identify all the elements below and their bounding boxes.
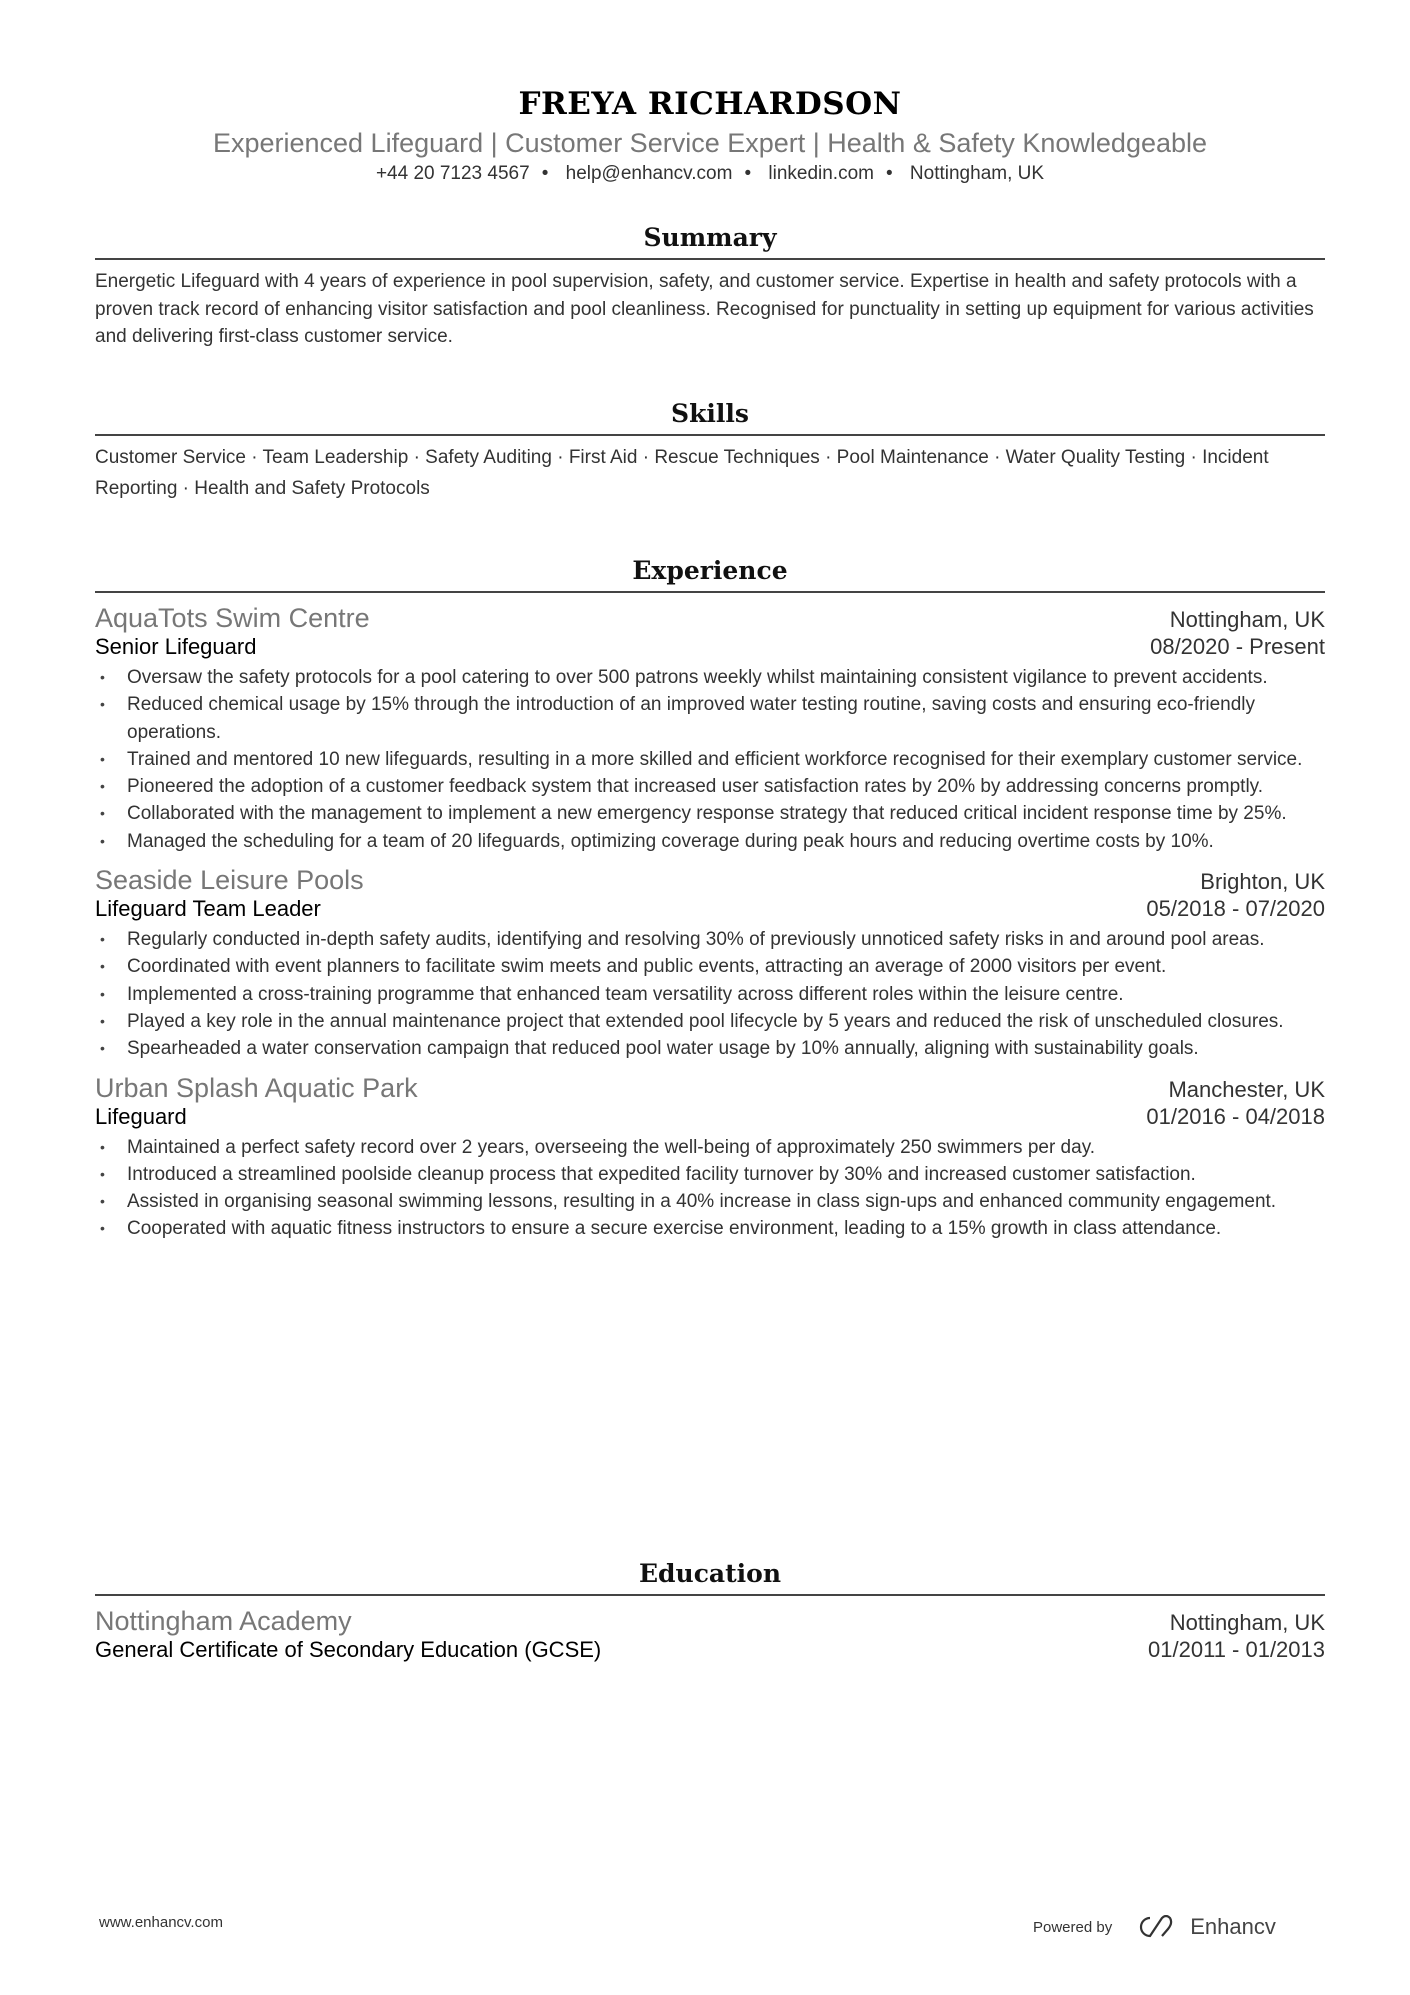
company-name: Urban Splash Aquatic Park	[95, 1072, 418, 1103]
candidate-name: FREYA RICHARDSON	[518, 86, 902, 122]
experience-section	[95, 553, 1325, 1253]
skills-section	[95, 396, 1325, 504]
linkedin-link[interactable]: linkedin.com	[768, 163, 874, 184]
summary-section	[95, 220, 1325, 351]
section-title: Skills	[95, 396, 1325, 436]
job-location: Nottingham, UK	[1169, 607, 1325, 632]
job-title: Lifeguard Team Leader	[95, 896, 321, 922]
education-section	[95, 1556, 1325, 1663]
job-dates: 08/2020 - Present	[1150, 634, 1325, 659]
bullet-item: • Oversaw the safety protocols for a pool catering to over 500 patrons weekly whilst maintaining consistent vigilance to prevent accidents.	[95, 664, 1325, 691]
bullet-item: • Coordinated with event planners to facilitate swim meets and public events, attracting an average of 2000 visitors per event.	[95, 953, 1325, 980]
location: Nottingham, UK	[909, 163, 1045, 184]
school-name: Nottingham Academy	[95, 1606, 352, 1636]
bullet-list	[95, 926, 1325, 1062]
section-title: Education	[95, 1556, 1325, 1596]
job-entry	[95, 1073, 1325, 1243]
bullet-item: • Managed the scheduling for a team of 20 lifeguards, optimizing coverage during peak hours and reducing overtime costs by 10%.	[95, 828, 1325, 855]
company-name: AquaTots Swim Centre	[95, 603, 370, 633]
degree: General Certificate of Secondary Education (GCSE)	[95, 1637, 602, 1662]
powered-by-label: Powered by	[1033, 1918, 1113, 1936]
school-location: Nottingham, UK	[1169, 1610, 1325, 1635]
bullet-item: • Implemented a cross-training programme that enhanced team versatility across different roles within the leisure centre.	[95, 981, 1325, 1008]
bullet-item: • Collaborated with the management to implement a new emergency response strategy that reduced critical incident response time by 25%.	[95, 800, 1325, 827]
bullet-item: • Spearheaded a water conservation campaign that reduced pool water usage by 10% annually, aligning with sustainability goals.	[95, 1035, 1325, 1062]
education-dates: 01/2011 - 01/2013	[1148, 1637, 1325, 1662]
bullet-item: • Maintained a perfect safety record over 2 years, overseeing the well-being of approximately 250 swimmers per day.	[95, 1134, 1325, 1161]
bullet-item: • Cooperated with aquatic fitness instructors to ensure a secure exercise environment, leading to a 15% growth in class attendance.	[95, 1215, 1325, 1242]
bullet-item: • Introduced a streamlined poolside cleanup process that expedited facility turnover by 30% and increased customer satisfaction.	[95, 1161, 1325, 1188]
section-title: Summary	[95, 220, 1325, 260]
job-location: Brighton, UK	[1200, 869, 1325, 895]
footer-powered	[1033, 1914, 1276, 1940]
job-dates: 01/2016 - 04/2018	[1146, 1103, 1325, 1129]
contact-info: +44 20 7123 4567 • help@enhancv.com • linkedin.com • Nottingham, UK	[375, 163, 1045, 184]
brand-name: Enhancv	[1190, 1914, 1276, 1939]
section-title: Experience	[95, 553, 1325, 593]
job-title: Senior Lifeguard	[95, 634, 257, 659]
headline: Experienced Lifeguard | Customer Service Expert | Health & Safety Knowledgeable	[212, 128, 1208, 158]
job-dates: 05/2018 - 07/2020	[1146, 896, 1325, 922]
phone: +44 20 7123 4567	[375, 163, 530, 184]
job-title: Lifeguard	[95, 1103, 187, 1129]
bullet-item: • Trained and mentored 10 new lifeguards, resulting in a more skilled and efficient workforce recognised for their exemplary customer service.	[95, 746, 1325, 773]
bullet-item: • Reduced chemical usage by 15% through the introduction of an improved water testing routine, saving costs and ensuring eco-friendly operations.	[95, 691, 1325, 746]
bullet-item: • Played a key role in the annual maintenance project that extended pool lifecycle by 5 years and reduced the risk of unscheduled closures.	[95, 1008, 1325, 1035]
footer-website[interactable]: www.enhancv.com	[99, 1914, 223, 1931]
bullet-item: • Regularly conducted in-depth safety audits, identifying and resolving 30% of previously unnoticed safety risks in and around pool areas.	[95, 926, 1325, 953]
bullet-list	[95, 1134, 1325, 1243]
summary-text: Energetic Lifeguard with 4 years of experience in pool supervision, safety, and customer service. Expertise in health and safety protocols with a proven track record of enhancing visitor satisfaction and pool cleanliness. Recognised for punctuality in setting up equipment for various activities and delivering first-class customer service.	[95, 271, 1314, 347]
bullet-item: • Pioneered the adoption of a customer feedback system that increased user satisfaction rates by 20% by addressing concerns promptly.	[95, 773, 1325, 800]
email-link[interactable]: help@enhancv.com	[565, 163, 733, 184]
job-entry	[95, 865, 1325, 1062]
job-location: Manchester, UK	[1168, 1076, 1325, 1102]
enhancv-logo[interactable]	[1136, 1914, 1276, 1940]
company-name: Seaside Leisure Pools	[95, 865, 364, 896]
bullet-list	[95, 664, 1325, 855]
skills-list: Customer Service · Team Leadership · Safety Auditing · First Aid · Rescue Techniques · Pool Maintenance · Water Quality Testing · Incident Reporting · Health and Safety Protocols	[95, 447, 1269, 499]
bullet-item: • Assisted in organising seasonal swimming lessons, resulting in a 40% increase in class sign-ups and enhanced community engagement.	[95, 1188, 1325, 1215]
job-entry	[95, 603, 1325, 855]
enhancv-logo-icon	[1136, 1915, 1182, 1939]
